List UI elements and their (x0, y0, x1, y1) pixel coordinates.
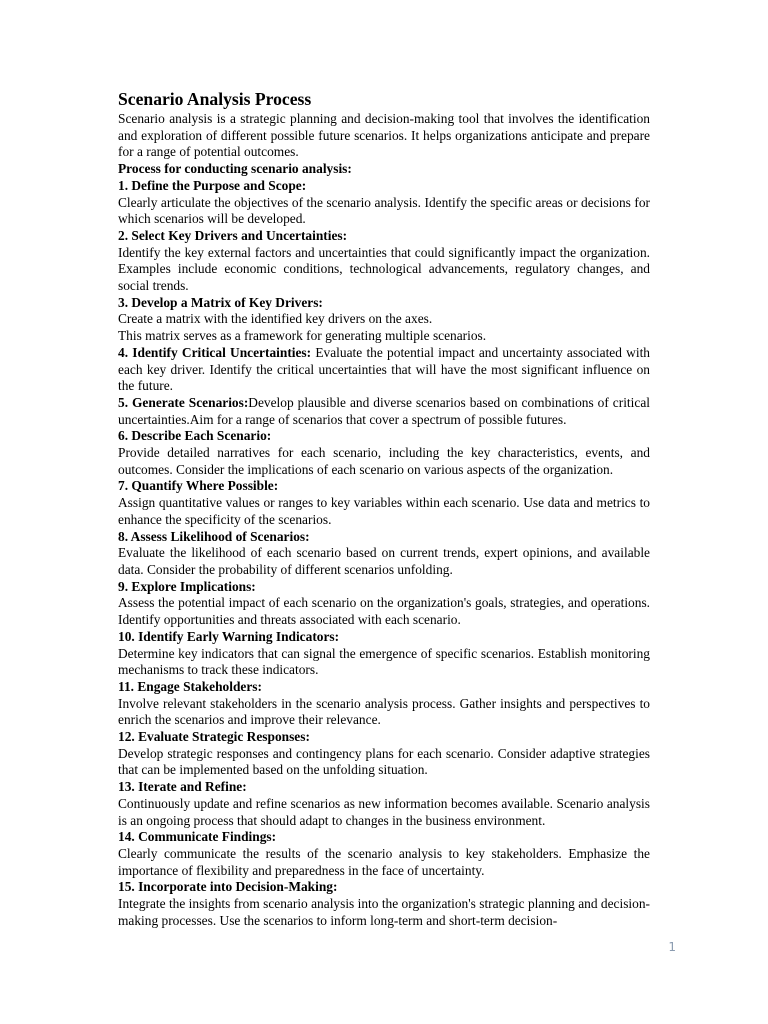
step-heading: 9. Explore Implications: (118, 578, 256, 594)
step-body: Continuously update and refine scenarios as new information becomes available. Scenario analysis is an ongoing process that should adapt to changes in the business environment. (118, 795, 650, 828)
step-1 (118, 178, 650, 228)
step-body: Identify the key external factors and uncertainties that could significantly impact the organization. Examples include economic conditions, technological advancements, regulatory changes, and social trends. (118, 244, 650, 294)
step-paragraph (118, 345, 650, 395)
step-body-line: This matrix serves as a framework for generating multiple scenarios. (118, 328, 487, 344)
step-4 (118, 345, 650, 395)
step-heading: 14. Communicate Findings: (118, 829, 277, 845)
step-12 (118, 729, 650, 779)
step-body: Provide detailed narratives for each scenario, including the key characteristics, events, and outcomes. Consider the implications of each scenario on various aspects of the organization. (118, 445, 650, 477)
step-heading: 10. Identify Early Warning Indicators: (118, 628, 340, 644)
step-11 (118, 679, 650, 729)
step-body-line: Create a matrix with the identified key drivers on the axes. (118, 311, 433, 327)
step-body: Evaluate the potential impact and uncertainty associated with each key driver. Identify the critical uncertainties that will have the most significant influence on the future. (118, 344, 650, 394)
step-heading: 5. Generate Scenarios: (118, 394, 249, 410)
step-8 (118, 529, 650, 579)
step-paragraph (118, 395, 650, 428)
step-heading: 7. Quantify Where Possible: (118, 478, 279, 494)
step-heading: 1. Define the Purpose and Scope: (118, 177, 307, 193)
step-10 (118, 629, 650, 679)
page-number: 1 (668, 940, 676, 954)
step-body: Develop plausible and diverse scenarios based on combinations of critical uncertainties.Aim for a range of scenarios that cover a spectrum of possible futures. (118, 394, 650, 427)
step-15 (118, 879, 650, 929)
step-5 (118, 395, 650, 428)
step-7 (118, 478, 650, 528)
step-heading: 3. Develop a Matrix of Key Drivers: (118, 294, 323, 310)
step-body: Evaluate the likelihood of each scenario based on current trends, expert opinions, and available data. Consider the probability of different scenarios unfolding. (118, 545, 650, 577)
step-heading: 6. Describe Each Scenario: (118, 428, 272, 444)
step-body: Assign quantitative values or ranges to key variables within each scenario. Use data and metrics to enhance the specificity of the scenarios. (118, 495, 650, 527)
step-3 (118, 295, 650, 345)
step-heading: 2. Select Key Drivers and Uncertainties: (118, 227, 348, 243)
step-body: Clearly communicate the results of the scenario analysis to key stakeholders. Emphasize the importance of flexibility and preparedness in the face of uncertainty. (118, 845, 650, 878)
page-title: Scenario Analysis Process (118, 89, 312, 109)
step-heading: 4. Identify Critical Uncertainties: (118, 344, 312, 360)
step-body: Determine key indicators that can signal the emergence of specific scenarios. Establish monitoring mechanisms to track these indicators. (118, 645, 650, 678)
step-heading: 8. Assess Likelihood of Scenarios: (118, 528, 310, 544)
step-2 (118, 228, 650, 295)
step-6 (118, 428, 650, 478)
step-14 (118, 829, 650, 879)
step-13 (118, 779, 650, 829)
step-body: Involve relevant stakeholders in the scenario analysis process. Gather insights and perspectives to enrich the scenarios and improve their relevance. (118, 695, 650, 728)
step-heading: 11. Engage Stakeholders: (118, 678, 262, 694)
step-body: Clearly articulate the objectives of the scenario analysis. Identify the specific areas or decisions for which scenarios will be developed. (118, 194, 650, 227)
step-heading: 12. Evaluate Strategic Responses: (118, 729, 310, 745)
step-body: Assess the potential impact of each scenario on the organization's goals, strategies, and operations. Identify opportunities and threats associated with each scenario. (118, 595, 650, 628)
step-body: Integrate the insights from scenario analysis into the organization's strategic planning and decision-making processes. Use the scenarios to inform long-term and short-term decision- (118, 896, 650, 928)
step-9 (118, 579, 650, 629)
step-heading: 13. Iterate and Refine: (118, 779, 247, 795)
document-content (118, 88, 650, 929)
process-heading: Process for conducting scenario analysis: (118, 161, 352, 177)
step-body: Develop strategic responses and contingency plans for each scenario. Consider adaptive strategies that can be implemented based on the unfolding situation. (118, 745, 650, 778)
intro-paragraph: Scenario analysis is a strategic planning and decision-making tool that involves the identification and exploration of different possible future scenarios. It helps organizations anticipate and prepare for a range of potential outcomes. (118, 111, 650, 160)
step-heading: 15. Incorporate into Decision-Making: (118, 879, 338, 895)
